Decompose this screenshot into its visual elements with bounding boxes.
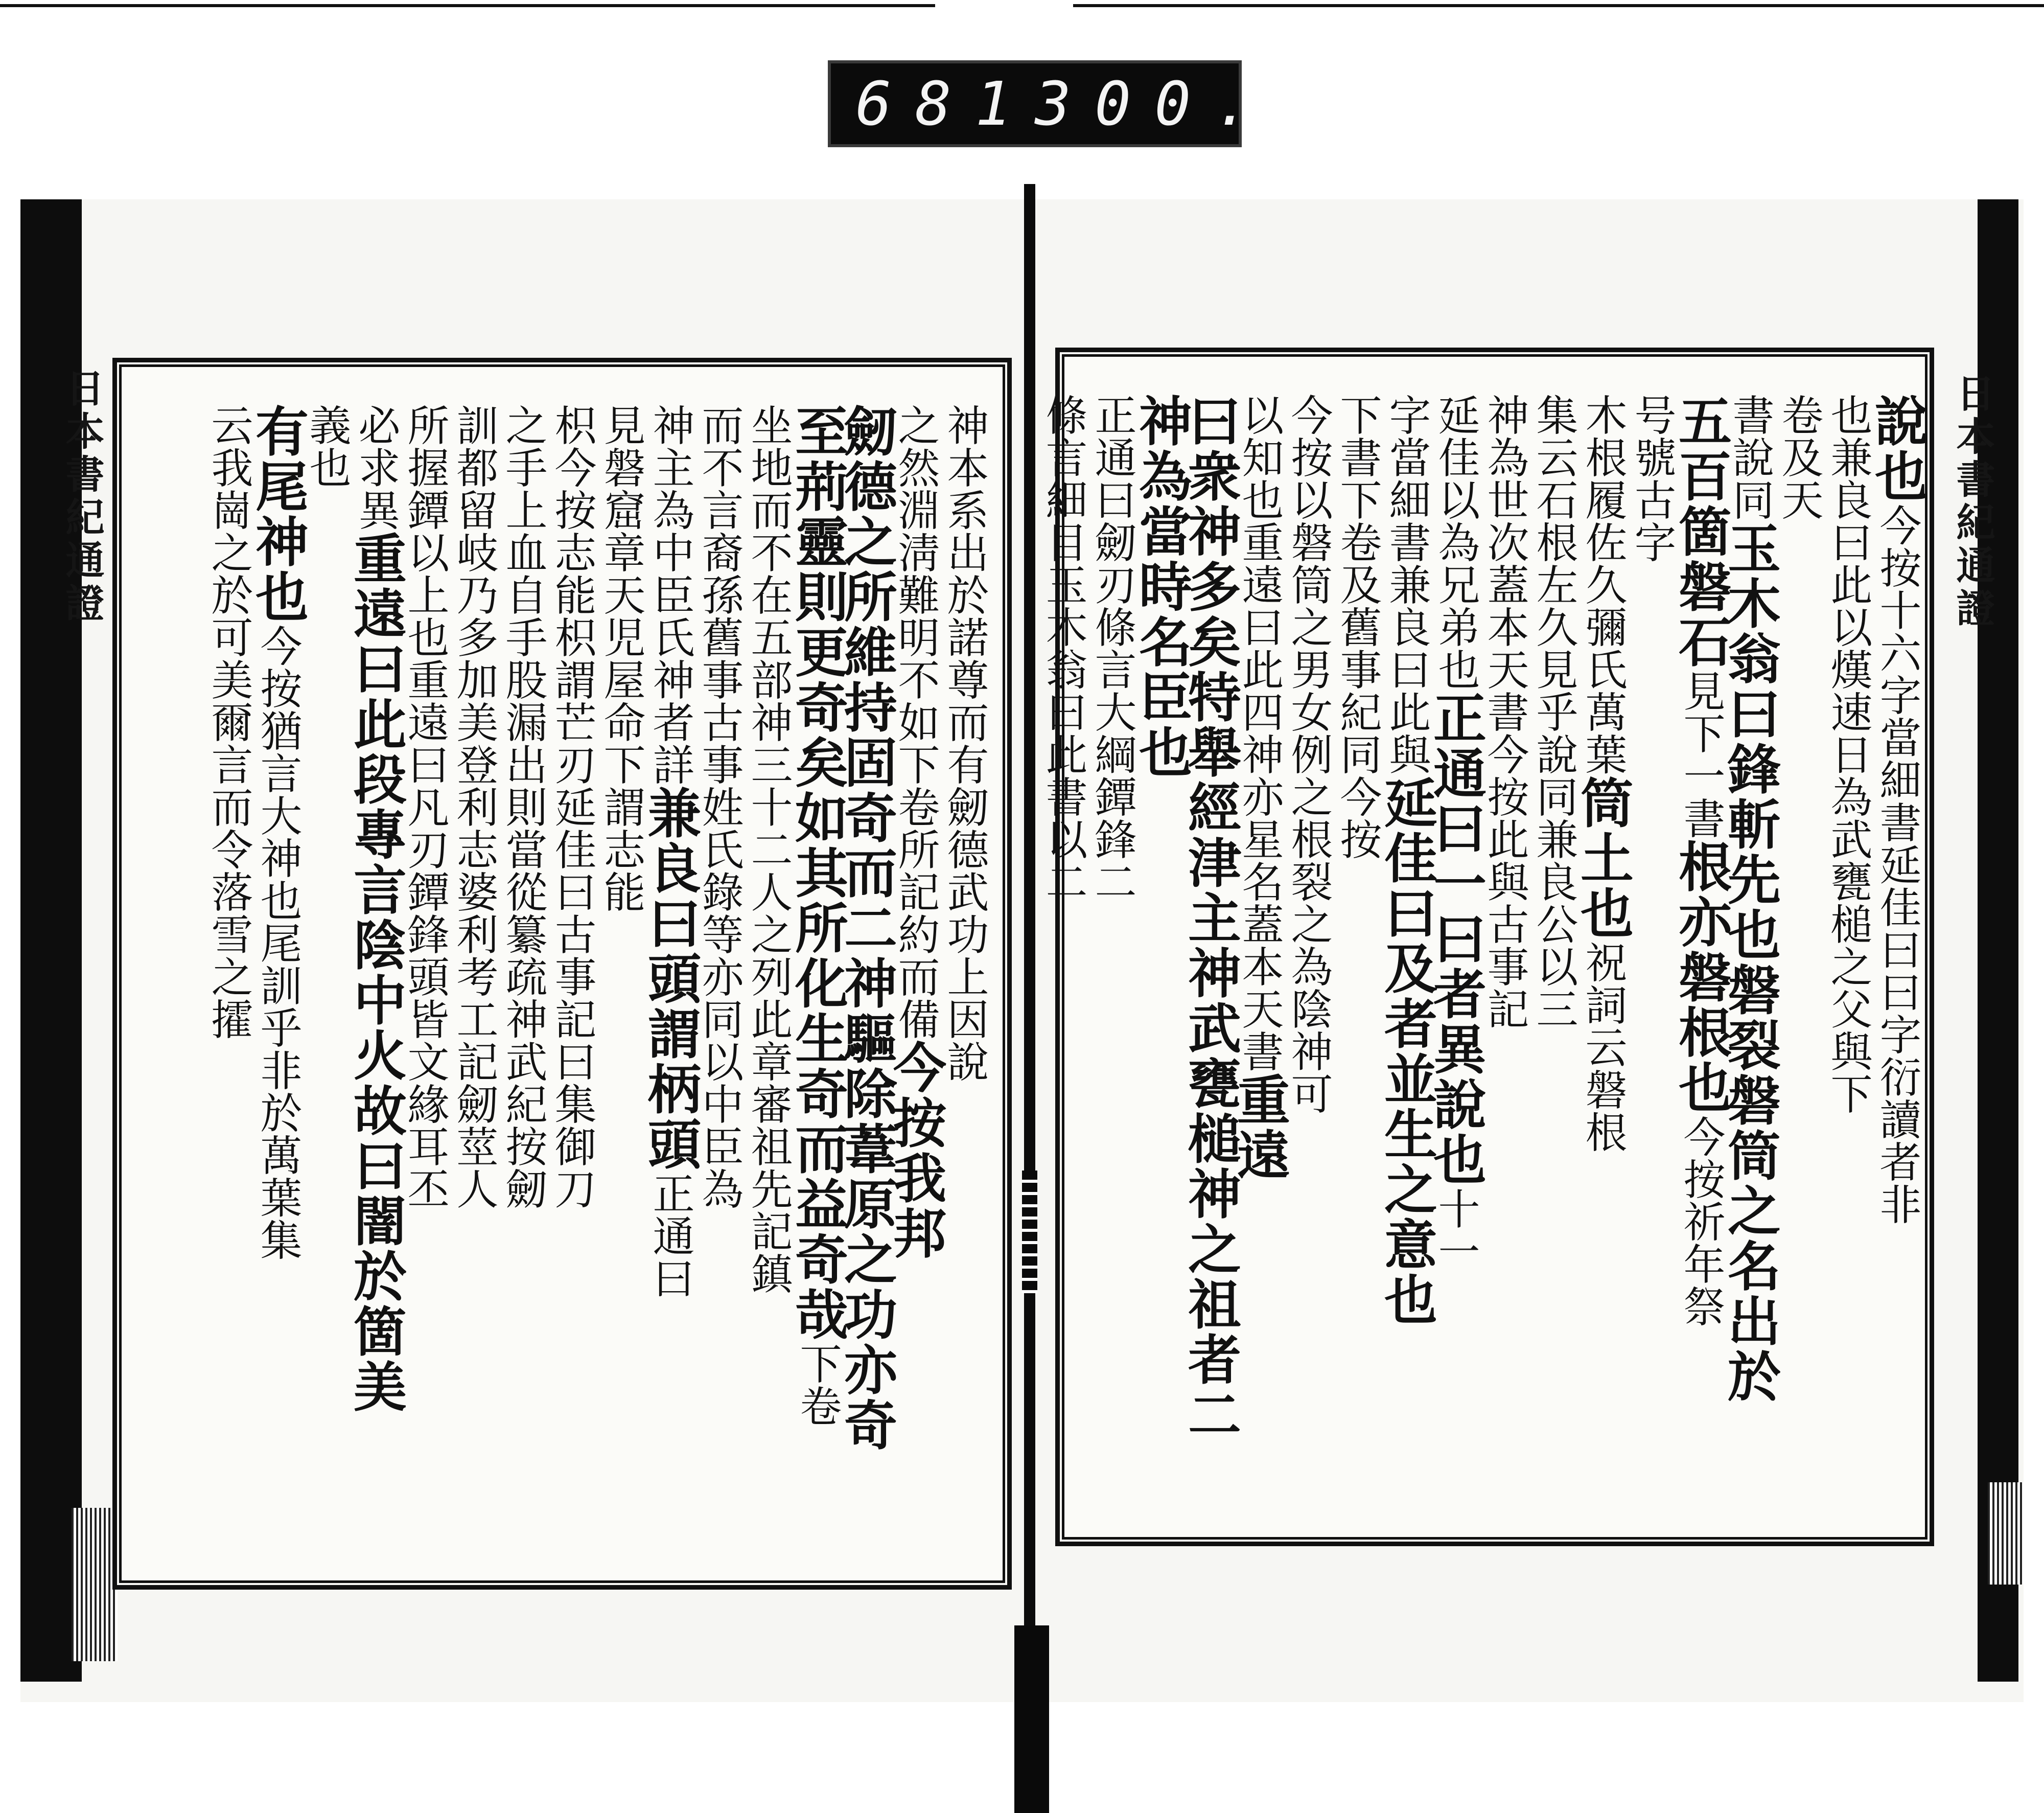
- left-margin-title: 日本書紀通證: [59, 368, 105, 626]
- commentary-text: 條言細目玉木翁曰此書以二: [1039, 394, 1087, 903]
- commentary-text: 謂志能: [597, 786, 645, 913]
- text-column: [1571, 394, 1634, 1513]
- main-text: 有尾神也: [246, 404, 309, 625]
- main-text: 根亦磐根也: [1669, 839, 1732, 1115]
- text-column: [302, 404, 351, 1554]
- main-text: 今按我邦: [884, 1040, 946, 1261]
- commentary-text: 訓都留岐乃多加美登利志婆利考工記劒莖人: [450, 404, 498, 1210]
- main-text: 玉木翁曰鋒斬先也磐裂磐筒之名出於: [1718, 521, 1781, 1404]
- commentary-text: 而不言裔孫舊事古事姓氏錄等亦同以中臣為: [695, 404, 744, 1210]
- text-column: [449, 404, 498, 1554]
- right-page-text: [1039, 394, 1928, 1513]
- commentary-text: 今按祈年祭: [1677, 1115, 1725, 1327]
- text-column: [1718, 394, 1781, 1513]
- text-column: [547, 404, 596, 1554]
- text-column: [1179, 394, 1241, 1513]
- commentary-text: 木根履佐久彌氏萬葉: [1578, 394, 1627, 775]
- commentary-text: 之手上血自手股漏出則當從纂疏神武紀按劒: [499, 404, 547, 1210]
- text-column: [400, 404, 449, 1554]
- commentary-text: 說同兼良公以三: [1529, 733, 1578, 1030]
- main-text: 重遠曰此段專言陰中火故曰闇於箇美: [344, 531, 407, 1414]
- text-column: [744, 404, 793, 1554]
- commentary-text: 今按此與古事記: [1480, 733, 1529, 1030]
- text-column: [1480, 394, 1529, 1513]
- commentary-text: 神主為中臣氏神者詳: [646, 404, 694, 786]
- text-column: [694, 404, 744, 1554]
- right-margin-title: 日本書紀通證: [1950, 373, 1995, 631]
- commentary-text: 義也: [303, 404, 351, 489]
- commentary-text: 下書下卷及舊事紀同: [1333, 394, 1382, 775]
- commentary-text: 十一: [1431, 1187, 1480, 1272]
- main-text: 兼良曰頭謂柄頭: [639, 786, 701, 1172]
- commentary-text: 下卷: [793, 1342, 842, 1427]
- binding-thread: [1022, 1171, 1037, 1293]
- commentary-text: 見磐窟章天児屋命下: [597, 404, 645, 786]
- left-page-text: [138, 404, 989, 1554]
- commentary-text: 之然淵淸難明不如下卷所記約而備: [891, 404, 940, 1040]
- right-fore-edge: [1988, 1482, 2024, 1585]
- text-column: [498, 404, 547, 1554]
- text-column: [1529, 394, 1578, 1513]
- book-spine: [1024, 184, 1035, 1813]
- commentary-text: 字當細書兼良曰此與: [1382, 394, 1431, 775]
- text-column: [1228, 394, 1290, 1513]
- text-column: [1333, 394, 1382, 1513]
- commentary-text: 枳今按志能枳謂芒刃延佳曰古事記曰集御刀: [548, 404, 596, 1210]
- main-text: 筒土也: [1571, 775, 1634, 941]
- commentary-text: 也兼良曰此以熯速日為武甕槌之父與下: [1824, 394, 1872, 1115]
- top-rule-left: [0, 4, 935, 7]
- text-column: [344, 404, 407, 1554]
- text-column: [1774, 394, 1823, 1513]
- text-column: [1424, 394, 1486, 1513]
- commentary-text: 以知也重遠曰此四神亦星名蓋本天書: [1235, 394, 1284, 1072]
- commentary-text: 神本系出於諾尊而有劒德武功上因說: [940, 404, 989, 1083]
- commentary-text: 記鎮: [744, 1210, 793, 1295]
- text-column: [1038, 394, 1087, 1513]
- commentary-text: 延佳以為兄弟也: [1431, 394, 1480, 691]
- commentary-text: 卷及天: [1775, 394, 1823, 521]
- commentary-text: 集云石根左久見乎: [1529, 394, 1578, 733]
- commentary-text: 祝詞云磐根: [1578, 941, 1627, 1153]
- text-column: [246, 404, 309, 1554]
- text-column: [786, 404, 848, 1554]
- call-number-left: 681: [855, 68, 1035, 139]
- main-text: 正通曰一曰者異說也: [1424, 691, 1486, 1187]
- call-number-right: 300.: [1035, 68, 1274, 139]
- text-column: [1375, 394, 1437, 1513]
- call-number-label: [828, 60, 1274, 147]
- main-text: 說也: [1866, 394, 1928, 504]
- main-text: 五百箇磐石: [1669, 394, 1732, 670]
- text-column: [884, 404, 946, 1554]
- text-column: [940, 404, 989, 1554]
- main-text: 至荊靈則更奇矣如其所化生奇而益奇哉: [786, 404, 848, 1342]
- commentary-text: 今按猶言大神也尾訓乎非於萬葉集: [253, 625, 302, 1261]
- commentary-text: 今按: [1333, 775, 1382, 860]
- top-rule-right: [1073, 4, 2044, 7]
- text-column: [204, 404, 253, 1554]
- spine-tab: [1014, 1625, 1049, 1813]
- main-text: 神為當時名臣也: [1130, 394, 1192, 780]
- main-text: 重遠: [1228, 1072, 1290, 1183]
- commentary-text: 号號古字: [1628, 394, 1676, 563]
- main-text: 劒德之所維持固奇而二神驅除葦原之功亦奇: [835, 404, 897, 1453]
- text-column: [639, 404, 701, 1554]
- text-column: [1669, 394, 1732, 1513]
- text-column: [1284, 394, 1333, 1513]
- text-column: [596, 404, 645, 1554]
- commentary-text: 見下一書: [1677, 670, 1725, 839]
- text-column: [1130, 394, 1192, 1513]
- text-column: [835, 404, 897, 1554]
- text-column: [1823, 394, 1872, 1513]
- main-text: 延佳曰及者並生之意也: [1375, 775, 1437, 1327]
- text-column: [1627, 394, 1676, 1513]
- commentary-text: 正通曰劒刃條言大綱鐔鋒二: [1088, 394, 1136, 903]
- commentary-text: 書說同: [1726, 394, 1774, 521]
- commentary-text: 神為世次蓋本天書: [1480, 394, 1529, 733]
- commentary-text: 所握鐔以上也重遠曰凡刃鐔鋒頭皆文緣耳丕: [401, 404, 449, 1210]
- text-column: [1087, 394, 1136, 1513]
- commentary-text: 正通曰: [646, 1172, 694, 1299]
- commentary-text: 今按以磐筒之男女例之根裂之為陰神可: [1284, 394, 1333, 1115]
- text-column: [1866, 394, 1928, 1513]
- main-text: 曰衆神多矣特舉經津主神武甕槌神之祖者二: [1179, 394, 1241, 1442]
- commentary-text: 必求異: [352, 404, 400, 531]
- commentary-text: 坐地而不在五部神三十二人之列此章審祖先: [744, 404, 793, 1210]
- commentary-text: 云我崗之於可美爾言而令落雪之攉: [204, 404, 253, 1040]
- commentary-text: 今按十六字當細書延佳曰曰字衍讀者非: [1873, 504, 1921, 1225]
- left-fore-edge: [72, 1508, 118, 1661]
